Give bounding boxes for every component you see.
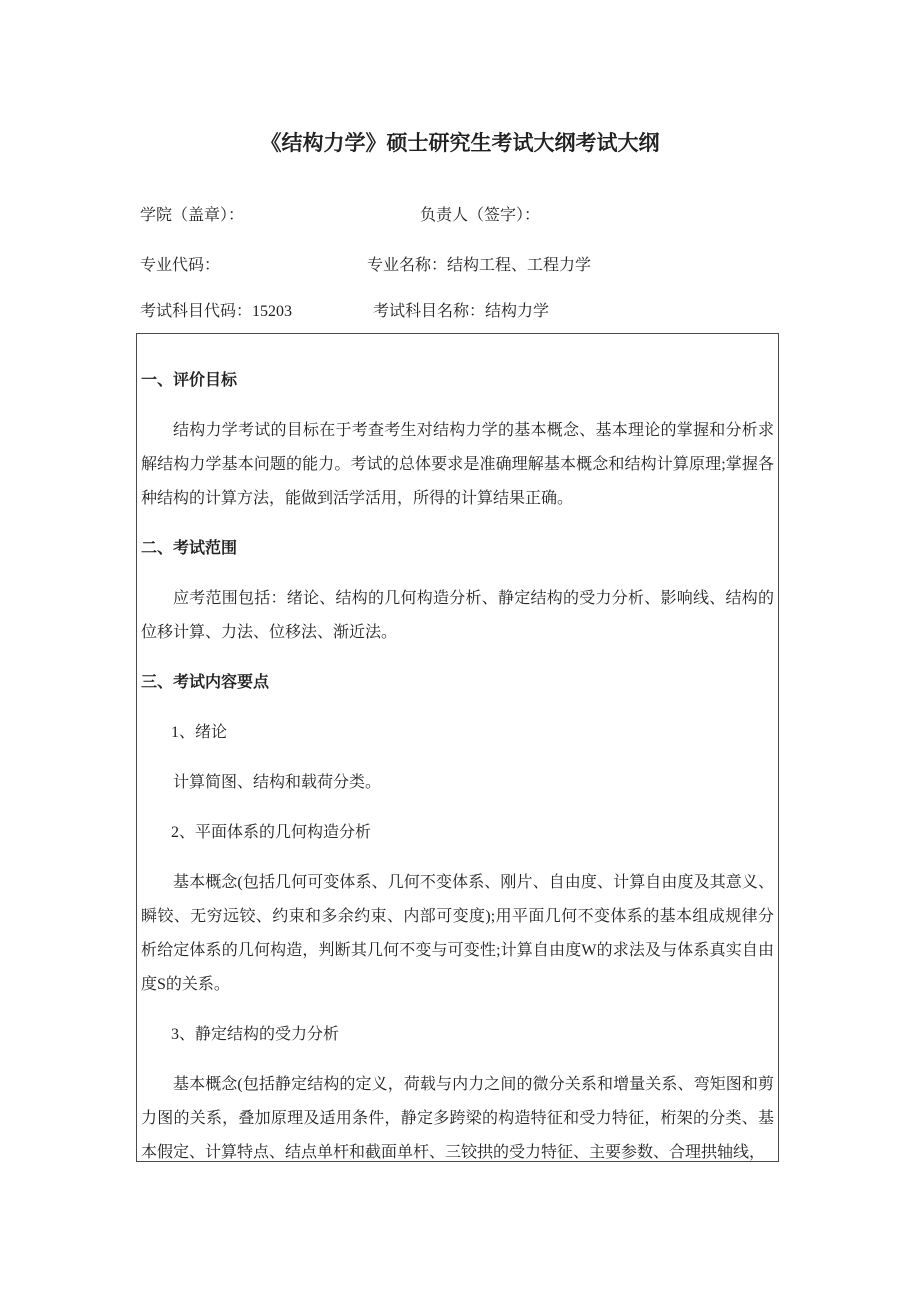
- major-name-value: 专业名称：结构工程、工程力学: [367, 257, 592, 274]
- paragraph-statically-determinate-analysis: 基本概念(包括静定结构的定义，荷载与内力之间的微分关系和增量关系、弯矩图和剪力图的关系，叠加原理及适用条件，静定多跨梁的构造特征和受力特征，桁架的分类、基本假定、计算特点、结点单杆和截面单杆、三铰拱的受力特征、主要参数、合理拱轴线，: [141, 1076, 774, 1161]
- major-code-label: 专业代码：: [140, 257, 221, 274]
- paragraph-geometric-construction-analysis: 基本概念(包括几何可变体系、几何不变体系、刚片、自由度、计算自由度及其意义、瞬铰、无穷远铰、约束和多余约束、内部可变度);用平面几何不变体系的基本组成规律分析给定体系的几何构造，判断其几何不变与可变性;计算自由度W的求法及与体系真实自由度S的关系。: [141, 874, 774, 993]
- section-heading-exam-content: 三、考试内容要点: [141, 674, 270, 691]
- document-title: 《结构力学》硕士研究生考试大纲考试大纲: [260, 131, 660, 155]
- institute-seal-label: 学院（盖章）：: [140, 207, 245, 224]
- section-heading-evaluation-goals: 一、评价目标: [141, 372, 238, 389]
- header-row-subject: [140, 301, 800, 323]
- paragraph-introduction: 计算简图、结构和载荷分类。: [173, 774, 382, 791]
- subheading-introduction: 1、绪论: [171, 724, 228, 741]
- header-row-institute: [140, 205, 800, 227]
- subheading-statically-determinate-analysis: 3、静定结构的受力分析: [171, 1026, 340, 1043]
- subject-code-value: 考试科目代码：15203: [140, 303, 293, 320]
- subheading-geometric-construction-analysis: 2、平面体系的几何构造分析: [171, 824, 372, 841]
- section-heading-exam-scope: 二、考试范围: [141, 540, 238, 557]
- responsible-signature-label: 负责人（签字）：: [420, 207, 541, 224]
- paragraph-exam-scope: 应考范围包括：绪论、结构的几何构造分析、静定结构的受力分析、影响线、结构的位移计算、力法、位移法、渐近法。: [141, 590, 774, 641]
- subject-name-value: 考试科目名称：结构力学: [373, 303, 550, 320]
- header-row-major: [140, 255, 800, 277]
- paragraph-evaluation-goals: 结构力学考试的目标在于考查考生对结构力学的基本概念、基本理论的掌握和分析求解结构力学基本问题的能力。考试的总体要求是准确理解基本概念和结构计算原理;掌握各种结构的计算方法，能做到活学活用，所得的计算结果正确。: [141, 422, 774, 507]
- syllabus-content-box: [136, 333, 779, 1162]
